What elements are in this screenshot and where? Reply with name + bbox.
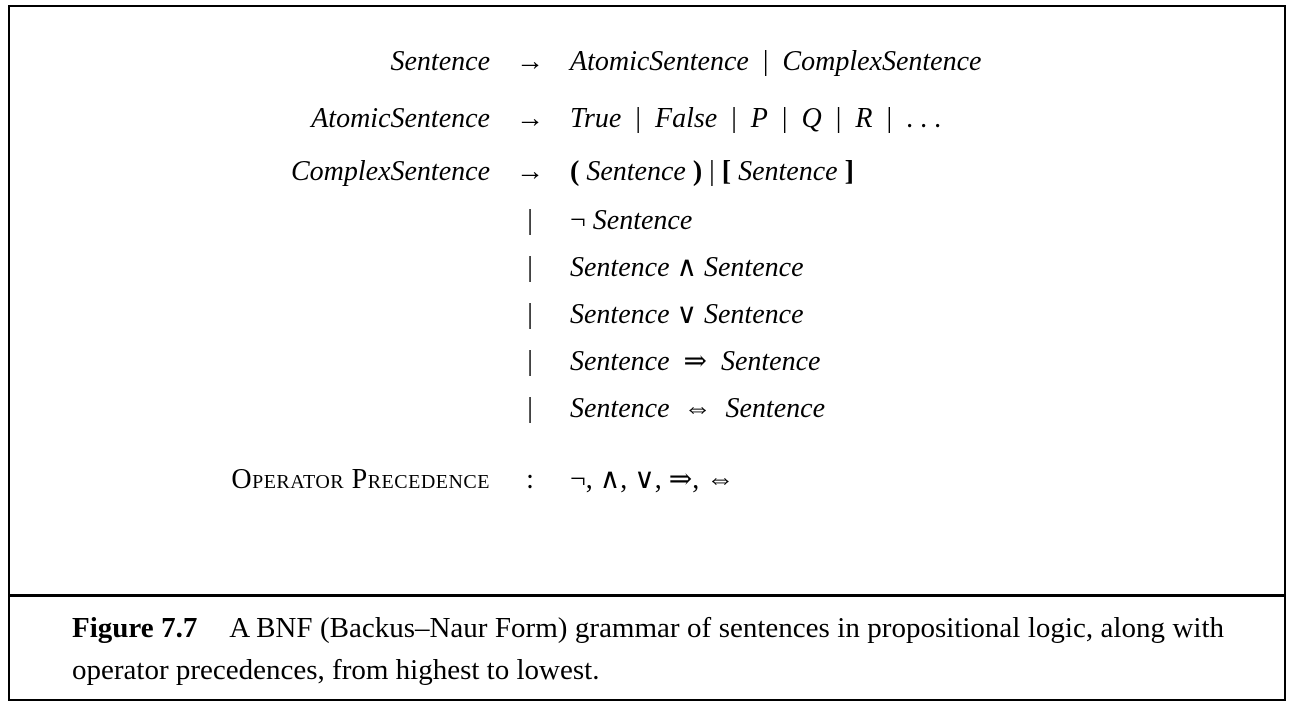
operator-precedence-mid: : — [526, 463, 534, 495]
rule-alt-disjunction-mid: | — [527, 298, 533, 330]
rule-complex-sentence-rhs: ( Sentence ) | [ Sentence ] — [570, 156, 854, 187]
rule-sentence — [10, 33, 1284, 91]
rule-alt-conjunction-rhs: Sentence ∧ Sentence — [570, 251, 804, 283]
rule-complex-sentence-mid: → — [516, 156, 544, 187]
figure-box — [8, 5, 1286, 701]
rule-alt-negation — [10, 197, 1284, 244]
operator-precedence-rhs: ¬, ∧, ∨, ⇒, ⇔ — [570, 463, 735, 495]
rule-alt-negation-mid: | — [527, 204, 533, 236]
rule-alt-biconditional-mid: | — [527, 392, 533, 424]
operator-precedence-lhs: Operator Precedence — [231, 463, 490, 495]
rule-alt-implication-rhs: Sentence ⇒ Sentence — [570, 345, 821, 377]
figure-caption-text: A BNF (Backus–Naur Form) grammar of sentences in propositional logic, along with operator precedences, from highest to lowest. — [72, 612, 1225, 686]
rule-sentence-rhs: AtomicSentence | ComplexSentence — [570, 46, 982, 77]
figure-caption — [72, 607, 1224, 691]
rule-sentence-mid: → — [516, 46, 544, 77]
rule-alt-biconditional-rhs: Sentence ⇔ Sentence — [570, 392, 825, 424]
rule-sentence-lhs: Sentence — [390, 46, 490, 77]
operator-precedence — [10, 456, 1284, 503]
rule-atomic-sentence-mid: → — [516, 103, 544, 134]
rule-atomic-sentence — [10, 91, 1284, 147]
rule-alt-negation-rhs: ¬ Sentence — [570, 204, 693, 236]
rule-alt-disjunction-rhs: Sentence ∨ Sentence — [570, 298, 804, 330]
rule-alt-disjunction — [10, 291, 1284, 338]
rule-complex-sentence — [10, 147, 1284, 197]
rule-alt-conjunction-mid: | — [527, 251, 533, 283]
figure-caption-area — [10, 594, 1284, 699]
rule-alt-conjunction — [10, 244, 1284, 291]
rule-alt-implication-mid: | — [527, 345, 533, 377]
rule-alt-implication — [10, 338, 1284, 385]
rule-alt-biconditional — [10, 385, 1284, 432]
rule-complex-sentence-lhs: ComplexSentence — [290, 156, 490, 187]
rule-atomic-sentence-rhs: True | False | P | Q | R | . . . — [570, 103, 942, 134]
rule-atomic-sentence-lhs: AtomicSentence — [311, 103, 490, 134]
figure-caption-label: Figure 7.7 — [72, 612, 198, 644]
grammar-rules — [10, 7, 1284, 594]
